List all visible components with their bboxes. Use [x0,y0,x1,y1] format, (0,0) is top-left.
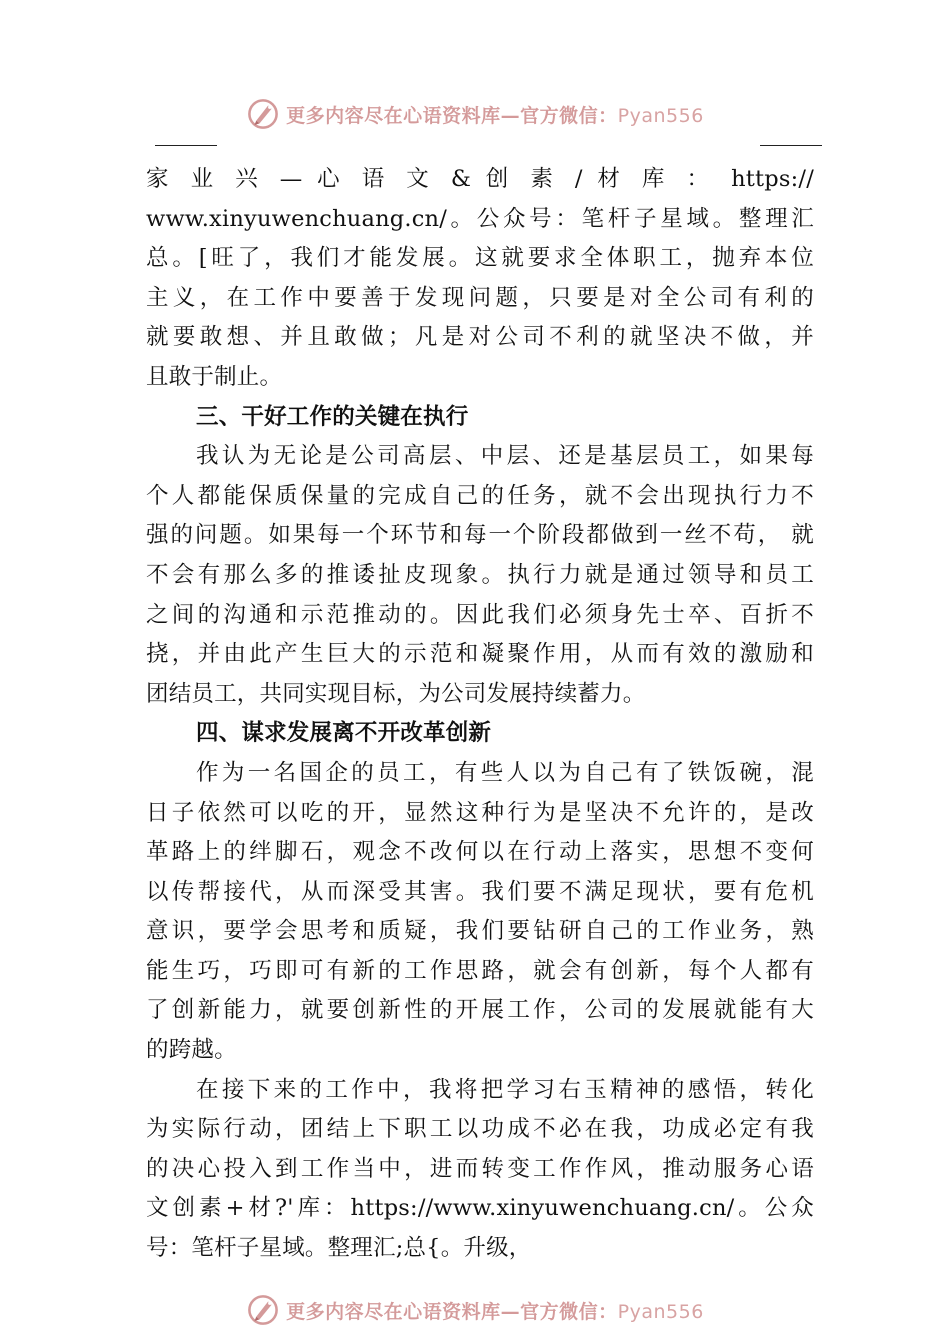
pen-logo-icon [246,1293,280,1327]
header-banner-wechat: Pyan556 [617,104,704,127]
text-line: 文创素+材?'库：https://www.xinyuwenchuang.cn/。公众 [146,1195,814,1222]
document-body [146,160,814,1269]
header-rule-right [760,145,822,146]
text-line: 挠，并由此产生巨大的示范和凝聚作用，从而有效的激励和 [146,641,814,668]
text-line: 且敢于制止。 [146,363,283,390]
footer-banner-label: 更多内容尽在心语资料库—官方微信： [286,1300,618,1323]
text-line: 的跨越。 [146,1037,237,1064]
header-banner-text [286,101,704,128]
text-line: 为实际行动，团结上下职工以功成不必在我，功成必定有我 [146,1116,814,1143]
text-line: 日子依然可以吃的开，显然这种行为是坚决不允许的，是改 [146,799,814,826]
footer-banner-text [286,1297,704,1324]
text-line: 个人都能保质保量的完成自己的任务，就不会出现执行力不 [146,482,814,509]
text-line: 总。[旺了，我们才能发展。这就要求全体职工，抛弃本位 [146,245,814,272]
text-line: 号：笔杆子星域。整理汇;总{。升级， [146,1235,532,1262]
text-line: 强的问题。如果每一个环节和每一个阶段都做到一丝不苟， 就 [146,522,814,549]
footer-banner [0,1290,950,1330]
text-line: www.xinyuwenchuang.cn/。公众号：笔杆子星域。整理汇 [146,205,814,232]
text-line: 以传帮接代，从而深受其害。我们要不满足现状，要有危机 [146,878,814,905]
text-line: 就要敢想、并且敢做；凡是对公司不利的就坚决不做，并 [146,324,814,351]
text-line: 团结员工，共同实现目标，为公司发展持续蓄力。 [146,680,646,707]
text-line: 能生巧，巧即可有新的工作思路，就会有创新，每个人都有 [146,957,814,984]
pen-logo-icon [246,97,280,131]
header-banner-label: 更多内容尽在心语资料库—官方微信： [286,104,618,127]
header-rule-left [155,145,217,146]
text-line: 在接下来的工作中，我将把学习右玉精神的感悟，转化 [196,1076,814,1103]
text-line: 的决心投入到工作当中，进而转变工作作风，推动服务心语 [146,1155,814,1182]
text-line: 革路上的绊脚石，观念不改何以在行动上落实，思想不变何 [146,839,814,866]
header-banner [0,94,950,134]
text-line: 之间的沟通和示范推动的。因此我们必须身先士卒、百折不 [146,601,814,628]
text-line: 家 业 兴 — 心 语 文 & 创 素 / 材 库 ： https:// [146,166,814,192]
text-line: 了创新能力，就要创新性的开展工作，公司的发展就能有大 [146,997,814,1024]
text-line: 不会有那么多的推诿扯皮现象。执行力就是通过领导和员工 [146,561,814,588]
section-heading: 四、谋求发展离不开改革创新 [196,720,492,747]
text-line: 我认为无论是公司高层、中层、还是基层员工，如果每 [196,443,814,470]
text-line: 作为一名国企的员工，有些人以为自己有了铁饭碗，混 [196,759,814,786]
section-heading: 三、干好工作的关键在执行 [196,403,469,430]
text-line: 意识，要学会思考和质疑，我们要钻研自己的工作业务，熟 [146,918,814,945]
footer-banner-wechat: Pyan556 [617,1300,704,1323]
text-line: 主义，在工作中要善于发现问题，只要是对全公司有利的 [146,284,814,311]
